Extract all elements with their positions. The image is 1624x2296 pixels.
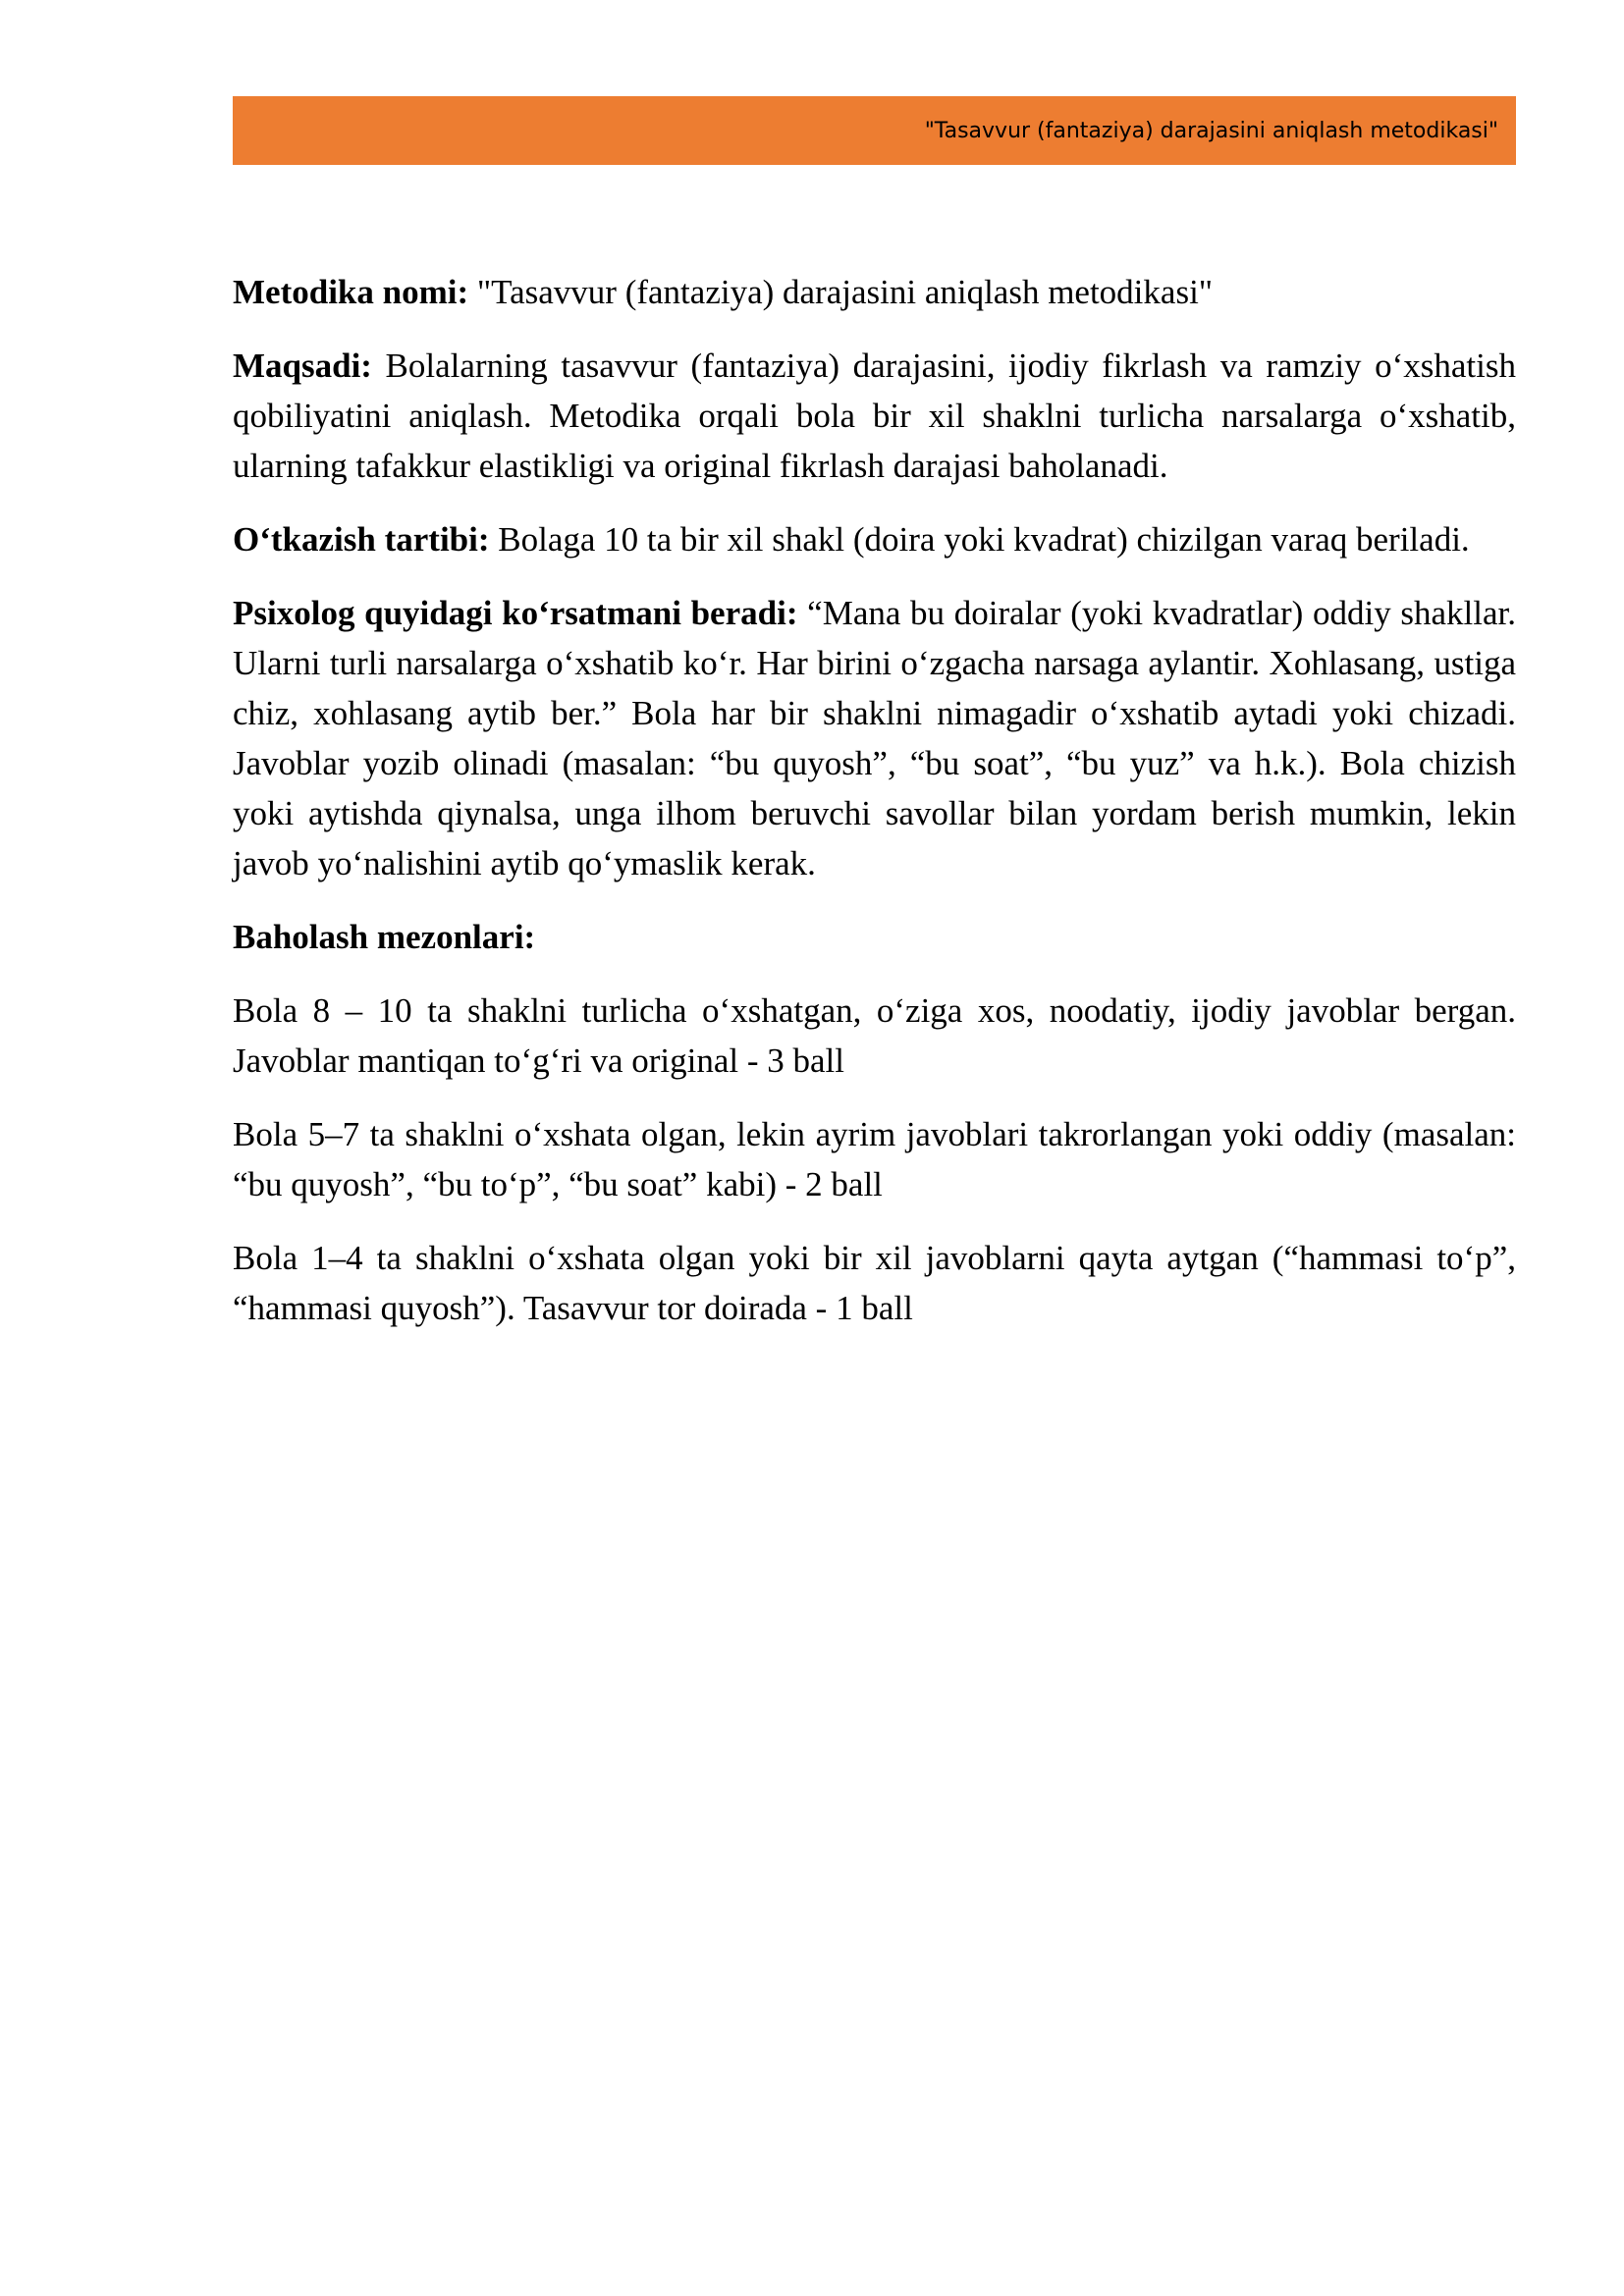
criteria-item-2-ball: Bola 5–7 ta shaklni o‘xshata olgan, lekin ayrim javoblari takrorlangan yoki oddiy (masalan: “bu quyosh”, “bu to‘p”, “bu soat” kabi) - 2 ball	[233, 1115, 1516, 1203]
goal-text: Bolalarning tasavvur (fantaziya) darajasini, ijodiy fikrlash va ramziy o‘xshatish qobiliyatini aniqlash. Metodika orqali bola bir xil shaklni turlicha narsalarga o‘xshatib, ularning tafakkur elastikligi va original fikrlash darajasi baholanadi.	[233, 347, 1516, 485]
goal-label: Maqsadi:	[233, 347, 372, 385]
procedure-paragraph	[233, 514, 1516, 564]
procedure-label: O‘tkazish tartibi:	[233, 520, 490, 559]
instruction-label: Psixolog quyidagi ko‘rsatmani beradi:	[233, 594, 798, 632]
criteria-heading: Baholash mezonlari:	[233, 918, 536, 956]
instruction-paragraph	[233, 588, 1516, 888]
criteria-item-1-ball: Bola 1–4 ta shaklni o‘xshata olgan yoki bir xil javoblarni qayta aytgan (“hammasi to‘p”, “hammasi quyosh”). Tasavvur tor doirada - 1 ball	[233, 1239, 1516, 1327]
goal-paragraph	[233, 341, 1516, 491]
procedure-text: Bolaga 10 ta bir xil shakl (doira yoki kvadrat) chizilgan varaq beriladi.	[489, 520, 1470, 559]
method-name-label: Metodika nomi:	[233, 273, 469, 311]
header-bar	[233, 96, 1516, 165]
method-name-text: "Tasavvur (fantaziya) darajasini aniqlash metodikasi"	[468, 273, 1214, 311]
document-body	[233, 267, 1516, 1357]
method-name-paragraph	[233, 267, 1516, 317]
criteria-item-3-ball: Bola 8 – 10 ta shaklni turlicha o‘xshatgan, o‘ziga xos, noodatiy, ijodiy javoblar bergan. Javoblar mantiqan to‘g‘ri va original - 3 ball	[233, 991, 1516, 1080]
header-title: "Tasavvur (fantaziya) darajasini aniqlash metodikasi"	[924, 118, 1498, 143]
criteria-heading-paragraph	[233, 912, 1516, 962]
instruction-text: “Mana bu doiralar (yoki kvadratlar) oddiy shakllar. Ularni turli narsalarga o‘xshatib ko‘r. Har birini o‘zgacha narsaga aylantir. Xohlasang, ustiga chiz, xohlasang aytib ber.” Bola har bir shaklni nimagadir o‘xshatib aytadi yoki chizadi. Javoblar yozib olinadi (masalan: “bu quyosh”, “bu soat”, “bu yuz” va h.k.). Bola chizish yoki aytishda qiynalsa, unga ilhom beruvchi savollar bilan yordam berish mumkin, lekin javob yo‘nalishini aytib qo‘ymaslik kerak.	[233, 594, 1516, 882]
